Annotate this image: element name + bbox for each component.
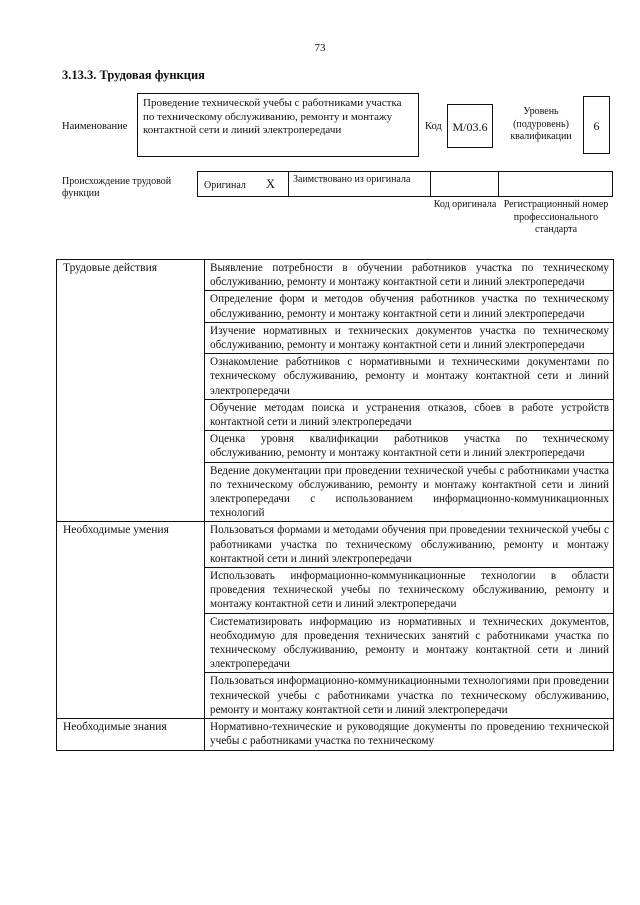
skill-item: Использовать информационно-коммуникационные технологии в области проведения технической учебы по техническому обслуживанию, ремонту и монтажу контактной сети и линий электропередачи xyxy=(205,568,614,614)
labor-action-item: Определение форм и методов обучения работников участка по техническому обслуживанию, ремонту и монтажу контактной сети и линий электропередачи xyxy=(205,291,614,322)
original-mark: X xyxy=(266,177,276,191)
knowledge-item: Нормативно-технические и руководящие документы по проведению технической учебы с работниками участка по техническому xyxy=(205,719,614,750)
labor-action-item: Выявление потребности в обучении работников участка по техническому обслуживанию, ремонту и монтажу контактной сети и линий электропередачи xyxy=(205,260,614,291)
function-name-box: Проведение технической учебы с работниками участка по техническому обслуживанию, ремонту и монтажу контактной сети и линий электропередачи xyxy=(137,93,419,157)
name-label: Наименование xyxy=(62,121,128,132)
labor-action-item: Оценка уровня квалификации работников участка по техническому обслуживанию, ремонту и монтажу контактной сети и линий электропередачи xyxy=(205,431,614,462)
skill-item: Систематизировать информацию из нормативных и технических документов, необходимую для проведения технических занятий с работниками участка по техническому обслуживанию, ремонту и монтажу контактной сети и линий электропередачи xyxy=(205,613,614,673)
code-original-label: Код оригинала xyxy=(433,199,497,210)
labor-action-item: Ведение документации при проведении технической учебы с работниками участка по техническому обслуживанию, ремонту и монтажу контактной сети и линий электропередачи с использованием информационно-коммуникационных технологий xyxy=(205,462,614,522)
skill-item: Пользоваться формами и методами обучения при проведении технической учебы с работниками участка по техническому обслуживанию, ремонту и монтажу контактной сети и линий электропередачи xyxy=(205,522,614,568)
table-row xyxy=(57,719,614,750)
labor-action-item: Обучение методам поиска и устранения отказов, сбоев в работе устройств контактной сети и линий электропередачи xyxy=(205,399,614,430)
level-label: Уровень (подуровень) квалификации xyxy=(510,106,572,142)
borrowed-cell xyxy=(288,171,431,197)
labor-action-item: Ознакомление работников с нормативными и техническими документами по техническому обслуживанию, ремонту и монтажу контактной сети и линий электропередачи xyxy=(205,354,614,400)
origin-label: Происхождение трудовой функции xyxy=(62,176,172,199)
code-original-cell xyxy=(430,171,499,197)
origin-row xyxy=(197,171,613,197)
skills-label: Необходимые умения xyxy=(57,522,205,719)
knowledge-label: Необходимые знания xyxy=(57,719,205,750)
reg-number-label: Регистрационный номер профессионального стандарта xyxy=(503,199,609,235)
skill-item: Пользоваться информационно-коммуникационными технологиями при проведении технической учебы с работниками участка по техническому обслуживанию, ремонту и монтажу контактной сети и линий электропередачи xyxy=(205,673,614,719)
section-title: 3.13.3. Трудовая функция xyxy=(62,68,205,82)
labor-function-table xyxy=(56,259,614,751)
borrowed-label: Заимствовано из оригинала xyxy=(293,174,411,185)
reg-number-cell xyxy=(498,171,613,197)
table-row xyxy=(57,260,614,291)
labor-action-item: Изучение нормативных и технических документов участка по техническому обслуживанию, ремонту и монтажу контактной сети и линий электропередачи xyxy=(205,322,614,353)
level-value-box: 6 xyxy=(583,96,610,154)
page-number: 73 xyxy=(314,42,326,54)
labor-actions-label: Трудовые действия xyxy=(57,260,205,522)
code-label: Код xyxy=(425,121,442,132)
original-cell xyxy=(197,171,289,197)
original-label: Оригинал xyxy=(204,180,246,191)
code-value-box: М/03.6 xyxy=(447,104,493,148)
table-row xyxy=(57,522,614,568)
